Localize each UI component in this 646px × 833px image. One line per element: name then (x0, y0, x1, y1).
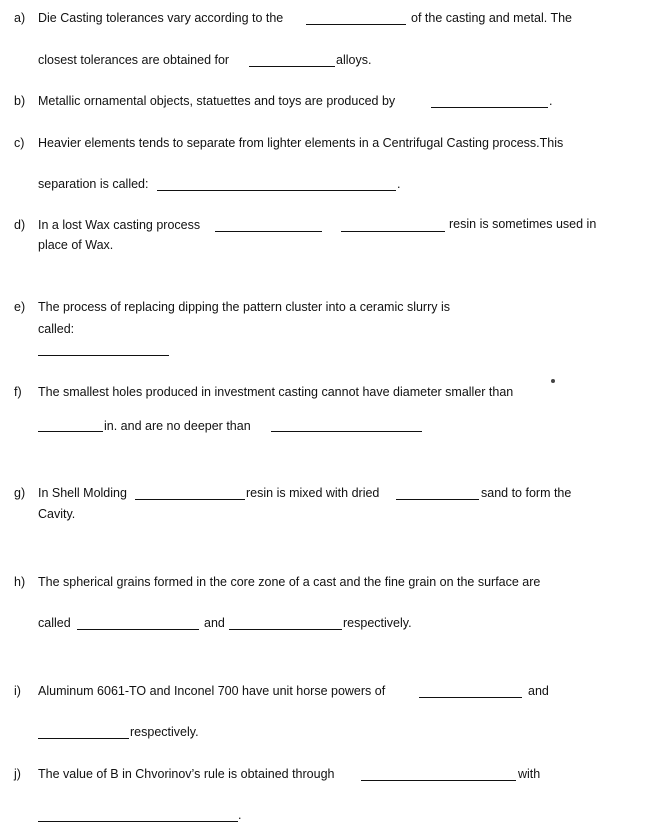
question-a-text-2: of the casting and metal. The (411, 11, 572, 25)
answer-blank-f2[interactable] (271, 431, 422, 432)
question-g-text-1: In Shell Molding (38, 486, 127, 500)
answer-blank-i2[interactable] (38, 738, 129, 739)
question-e-text-2: called: (38, 322, 75, 336)
question-h-label: h) (14, 575, 26, 589)
question-e-label: e) (14, 300, 26, 314)
answer-blank-i1[interactable] (419, 697, 522, 698)
question-b-text-1: Metallic ornamental objects, statuettes and toys are produced by (38, 94, 396, 108)
question-i-text-3: respectively. (130, 725, 199, 739)
answer-blank-j2[interactable] (38, 821, 238, 822)
answer-blank-e1[interactable] (38, 355, 169, 356)
question-a-text-3: closest tolerances are obtained for (38, 53, 230, 67)
answer-blank-d2[interactable] (341, 231, 445, 232)
question-g-text-4: Cavity. (38, 507, 76, 521)
answer-blank-a1[interactable] (306, 24, 406, 25)
question-j-text-1: The value of B in Chvorinov’s rule is obtained through (38, 767, 335, 781)
question-c-text-1: Heavier elements tends to separate from lighter elements in a Centrifugal Casting process.This (38, 136, 564, 150)
answer-blank-c1[interactable] (157, 190, 396, 191)
answer-blank-h1[interactable] (77, 629, 199, 630)
answer-blank-d1[interactable] (215, 231, 322, 232)
question-c-text-2: separation is called: (38, 177, 149, 191)
question-c-label: c) (14, 136, 25, 150)
answer-blank-b1[interactable] (431, 107, 548, 108)
question-j-text-3: . (238, 808, 242, 822)
question-i-text-2: and (528, 684, 549, 698)
question-b-label: b) (14, 94, 26, 108)
answer-blank-f1[interactable] (38, 431, 103, 432)
answer-blank-j1[interactable] (361, 780, 516, 781)
question-g-text-3: sand to form the (481, 486, 572, 500)
question-j-text-2: with (518, 767, 541, 781)
question-c-text-3: . (397, 177, 401, 191)
answer-blank-a2[interactable] (249, 66, 335, 67)
answer-blank-g1[interactable] (135, 499, 245, 500)
question-f-label: f) (14, 385, 22, 399)
question-a-text-1: Die Casting tolerances vary according to the (38, 11, 284, 25)
question-f-text-2: in. and are no deeper than (104, 419, 251, 433)
question-b-text-2: . (549, 94, 553, 108)
question-f-text-1: The smallest holes produced in investment casting cannot have diameter smaller than (38, 385, 514, 399)
question-h-text-3: and (204, 616, 225, 630)
question-h-text-2: called (38, 616, 71, 630)
question-d-label: d) (14, 218, 26, 232)
question-i-label: i) (14, 684, 21, 698)
question-d-text-1: In a lost Wax casting process (38, 218, 201, 232)
question-j-label: j) (14, 767, 21, 781)
question-h-text-4: respectively. (343, 616, 412, 630)
question-e-text-1: The process of replacing dipping the pattern cluster into a ceramic slurry is (38, 300, 450, 314)
ink-dot (551, 379, 555, 383)
question-d-text-3: place of Wax. (38, 238, 114, 252)
question-a-label: a) (14, 11, 26, 25)
question-h-text-1: The spherical grains formed in the core zone of a cast and the fine grain on the surface are (38, 575, 541, 589)
question-a-text-4: alloys. (336, 53, 372, 67)
question-i-text-1: Aluminum 6061-TO and Inconel 700 have unit horse powers of (38, 684, 386, 698)
answer-blank-h2[interactable] (229, 629, 342, 630)
question-g-text-2: resin is mixed with dried (246, 486, 380, 500)
question-d-text-2: resin is sometimes used in (449, 217, 597, 231)
question-g-label: g) (14, 486, 26, 500)
answer-blank-g2[interactable] (396, 499, 479, 500)
